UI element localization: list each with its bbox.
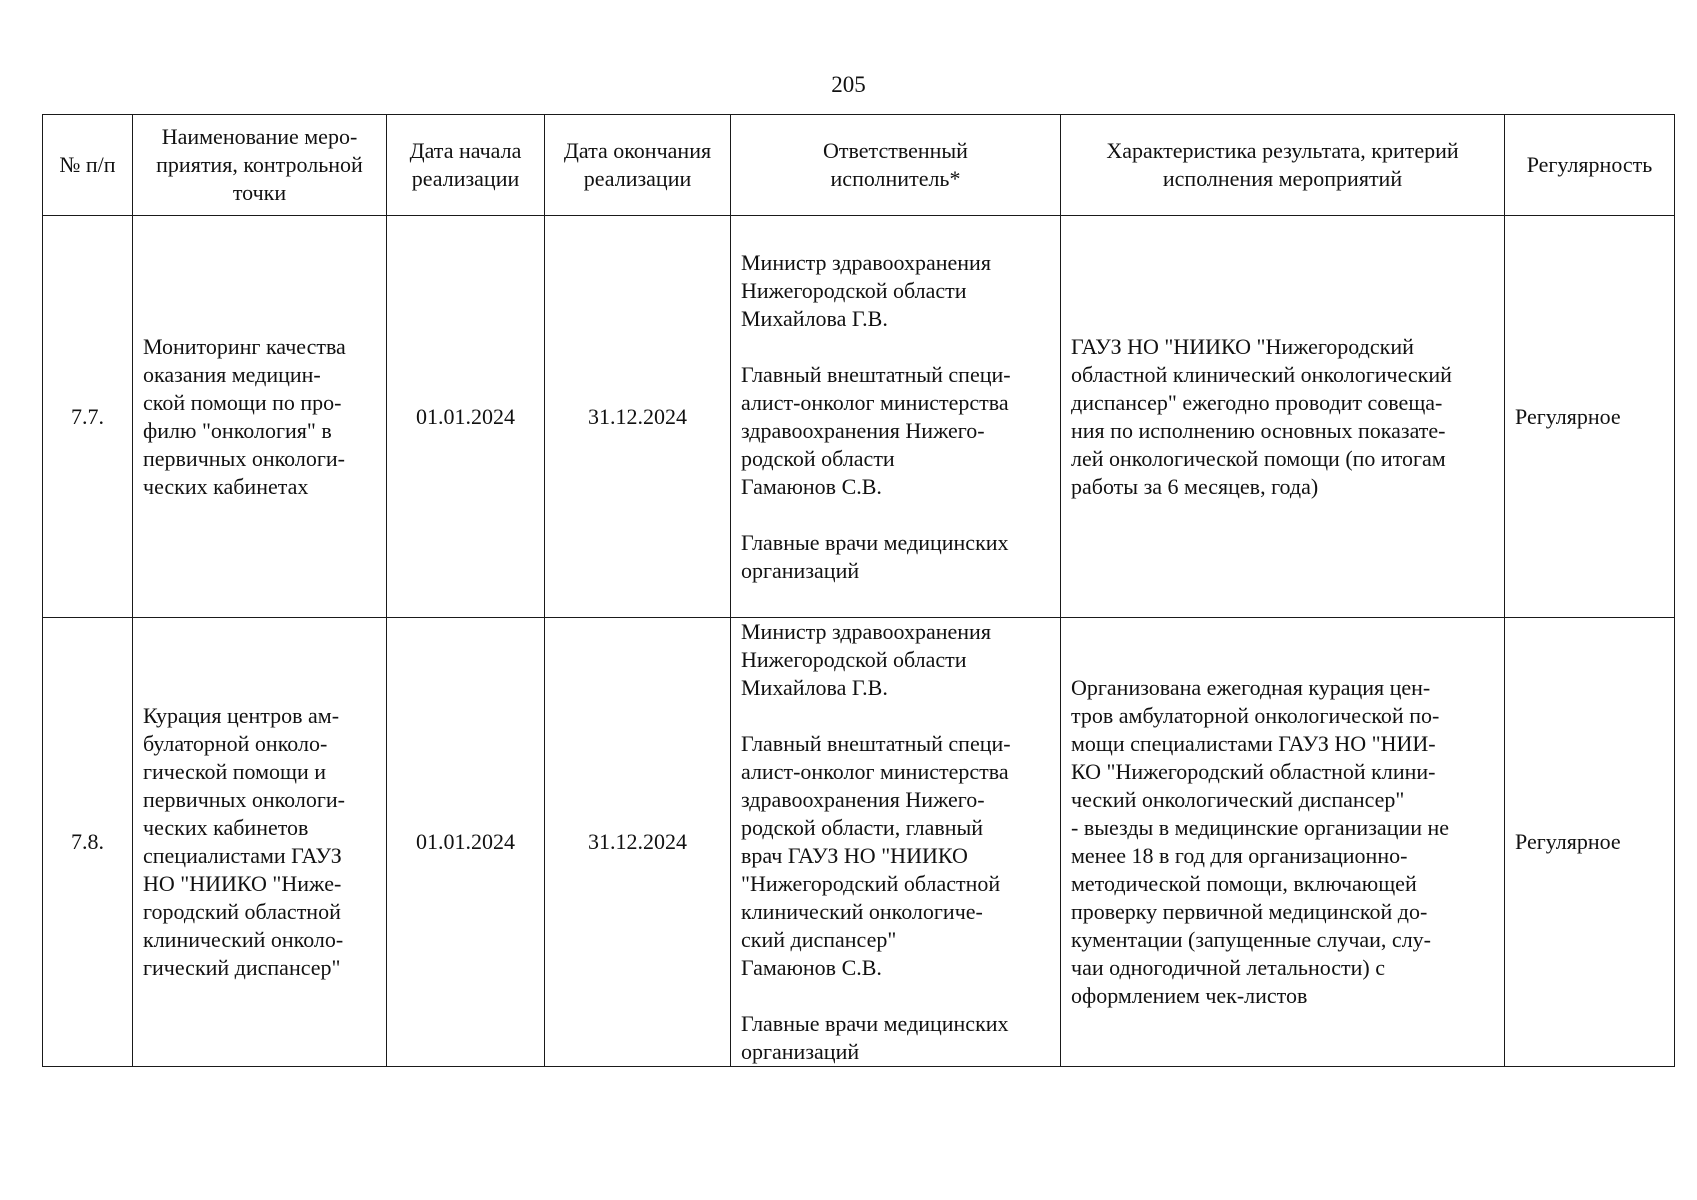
header-start-date: Дата начала реализации bbox=[387, 115, 545, 216]
paragraph-gap bbox=[741, 501, 1050, 529]
end-date: 31.12.2024 bbox=[545, 618, 731, 1067]
paragraph-gap bbox=[741, 982, 1050, 1010]
table-row bbox=[43, 216, 1675, 618]
start-date: 01.01.2024 bbox=[387, 216, 545, 618]
start-date: 01.01.2024 bbox=[387, 618, 545, 1067]
regularity: Регулярное bbox=[1505, 216, 1675, 618]
activity-name: Мониторинг качества оказания медицин- ской помощи по про- филю "онкология" в первичных онкологи- ческих кабинетах bbox=[133, 216, 387, 618]
paragraph-gap bbox=[741, 333, 1050, 361]
activity-name: Курация центров ам- булаторной онколо- гической помощи и первичных онкологи- ческих кабинетов специалистами ГАУЗ НО "НИИКО "Нижe- городский областной клинический онколо- гический диспансер" bbox=[133, 618, 387, 1067]
regularity: Регулярное bbox=[1505, 618, 1675, 1067]
table-row bbox=[43, 618, 1675, 1067]
responsible-executor: Министр здравоохранения Нижегородской области Михайлова Г.В. Главный внештатный специ- алист-онколог министерства здравоохранения Нижего- родской области Гамаюнов С.В. Главные врачи медицинских организаций bbox=[731, 216, 1061, 618]
header-result: Характеристика результата, критерий исполнения мероприятий bbox=[1061, 115, 1505, 216]
result-description: Организована ежегодная курация цен- тров амбулаторной онкологической по- мощи специалистами ГАУЗ НО "НИИ- КО "Нижегородский областной клини- ческий онкологический диспансер" - выезды в медицинские организации не менее 18 в год для организационно- методической помощи, включающей проверку первичной медицинской до- кументации (запущенные случаи, слу- чаи одногодичной летальности) с оформлением чек-листов bbox=[1061, 618, 1505, 1067]
header-end-date: Дата окончания реализации bbox=[545, 115, 731, 216]
header-responsible: Ответственный исполнитель* bbox=[731, 115, 1061, 216]
result-description: ГАУЗ НО "НИИКО "Нижегородский областной клинический онкологический диспансер" ежегодно проводит совеща- ния по исполнению основных показате- лей онкологической помощи (по итогам работы за 6 месяцев, года) bbox=[1061, 216, 1505, 618]
header-number: № п/п bbox=[43, 115, 133, 216]
row-number: 7.7. bbox=[43, 216, 133, 618]
activities-table bbox=[42, 114, 1675, 1067]
page-number: 205 bbox=[831, 72, 866, 97]
end-date: 31.12.2024 bbox=[545, 216, 731, 618]
row-number: 7.8. bbox=[43, 618, 133, 1067]
header-regularity: Регулярность bbox=[1505, 115, 1675, 216]
responsible-executor: Министр здравоохранения Нижегородской области Михайлова Г.В. Главный внештатный специ- алист-онколог министерства здравоохранения Нижего- родской области, главный врач ГАУЗ НО "НИИКО "Нижегородский областной клинический онкологиче- ский диспансер" Гамаюнов С.В. Главные врачи медицинских организаций bbox=[731, 618, 1061, 1067]
table-header-row bbox=[43, 115, 1675, 216]
paragraph-gap bbox=[741, 702, 1050, 730]
header-activity-name: Наименование меро- приятия, контрольной точки bbox=[133, 115, 387, 216]
